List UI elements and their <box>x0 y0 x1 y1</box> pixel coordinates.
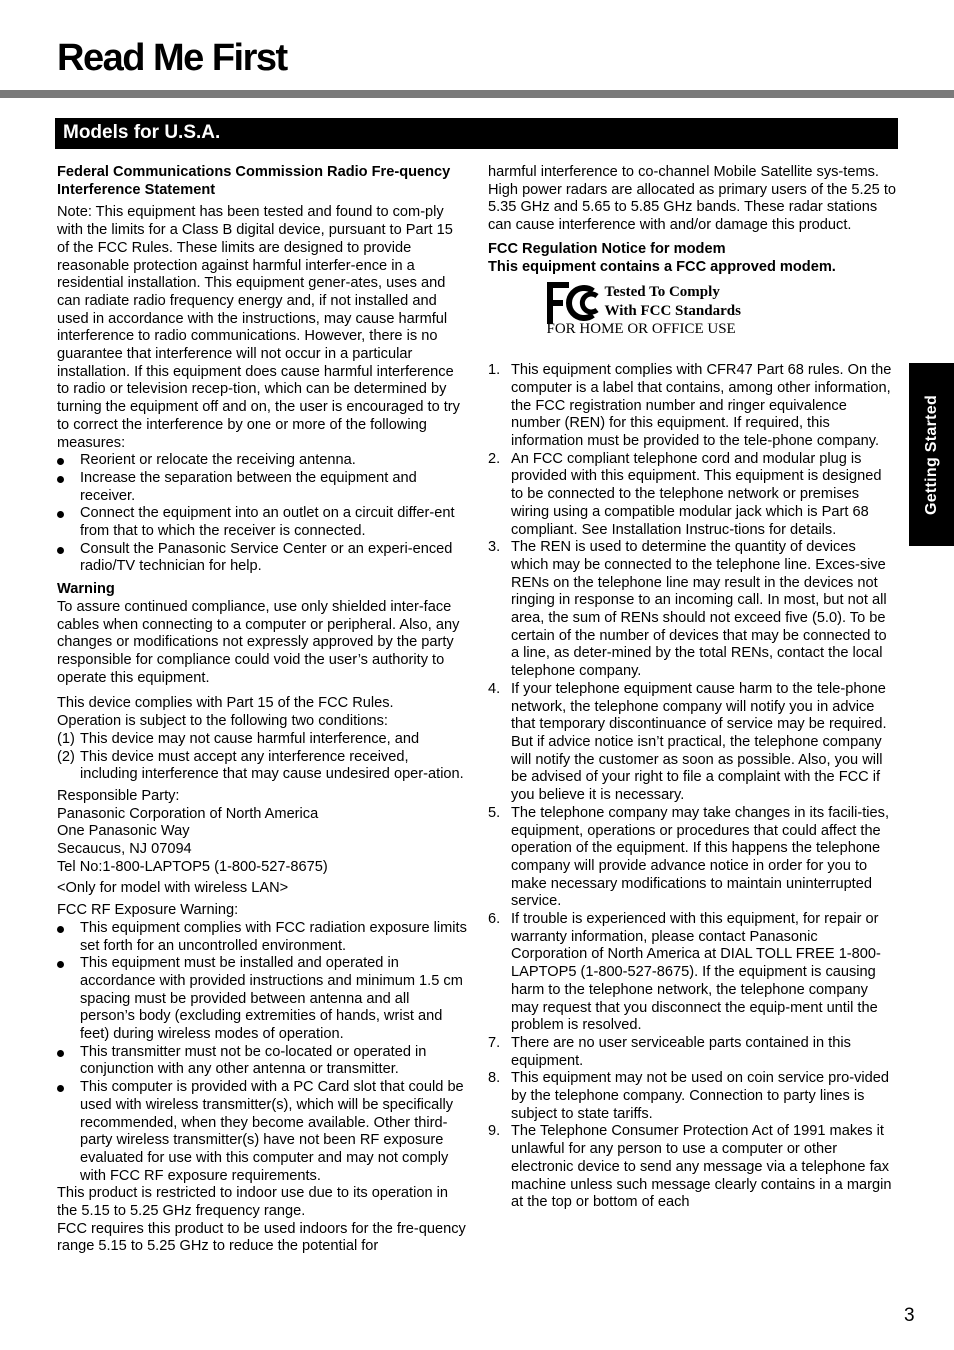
list-item: This equipment must be installed and operated in accordance with provided instructions and minimum 1.5 cm spacing must be provided between antenna and all person’s body (excluding extremities of hands, wrist and feet) during wireless modes of operation. <box>57 955 467 1044</box>
logo-line-3: FOR HOME OR OFFICE USE <box>546 321 736 338</box>
list-item: 6. If trouble is experienced with this equipment, for repair or warranty information, please contact Panasonic Corporation of North America at DIAL TOLL FREE 1-800-LAPTOP5 (1-800-527-8675). If the equipment is causing harm to the telephone network, the telephone company may request that you disconnect the equip-ment until the problem is resolved. <box>488 911 881 1034</box>
indoor-use-paragraph: This product is restricted to indoor use due to its operation in the 5.15 to 5.25 GHz frequency range. <box>57 1185 448 1220</box>
wireless-lan-note: <Only for model with wireless LAN> <box>57 880 289 897</box>
page-title: Read Me First <box>57 37 287 79</box>
responsible-party: Responsible Party: Panasonic Corporation of North America One Panasonic Way Secaucus, NJ 07094 Tel No:1-800-LAPTOP5 (1-800-527-8675) <box>57 787 328 875</box>
conditions-list <box>57 731 467 784</box>
fcc-indoor-requirement: FCC requires this product to be used indoors for the fre-quency range 5.15 to 5.25 GHz to reduce the potential for <box>57 1220 466 1255</box>
modem-heading: FCC Regulation Notice for modem <box>488 240 726 257</box>
bullet-icon <box>57 511 64 518</box>
list-item: Connect the equipment into an outlet on a circuit differ-ent from that to which the receiver is connected. <box>57 505 467 540</box>
fcc-statement-heading: Federal Communications Commission Radio Fre-quency Interference Statement <box>57 164 451 198</box>
list-item: Consult the Panasonic Service Center or an experi-enced radio/TV technician for help. <box>57 541 467 576</box>
fcc-logo-icon <box>547 282 605 324</box>
fcc-note-paragraph: Note: This equipment has been tested and found to com-ply with the limits for a Class B digital device, pursuant to Part 15 of the FCC Rules. These limits are designed to provide reasonable protection against harmful interfer-ence in a residential installation. This equipment gener-ates, uses and can radiate radio frequency energy and, if not installed and used in accordance with the instructions, may cause harmful interference to radio communications. However, there is no guarantee that interference will not occur in a particular installation. If this equipment does cause harmful interference to radio or television recep-tion, which can be determined by turning the equipment off and on, the user is encouraged to try to correct the interference by one or more of the following measures: <box>57 204 460 451</box>
bullet-icon <box>57 1085 64 1092</box>
rf-exposure-heading: FCC RF Exposure Warning: <box>57 902 239 919</box>
list-item: 2. An FCC compliant telephone cord and modular plug is provided with this equipment. This equipment is designed to be connected to the telephone network or premises wiring using a compatible modular jack which is Part 68 compliant. See Installation Instruc-tions for details. <box>488 450 882 538</box>
logo-line-2: With FCC Standards <box>604 303 741 320</box>
radar-paragraph: High power radars are allocated as primary users of the 5.25 to 5.35 GHz and 5.65 to 5.85 GHz bands. These radar stations can cause interference with and/or damage this product. <box>488 181 897 234</box>
rf-exposure-list <box>57 920 467 1186</box>
bullet-icon <box>57 961 64 968</box>
right-column <box>488 164 897 1212</box>
fcc-compliance-logo <box>547 282 787 342</box>
continued-text: harmful interference to co-channel Mobile Satellite sys-tems. <box>488 164 879 180</box>
list-item: (2) This device must accept any interference received, including interference that may cause undesired oper-ation. <box>57 748 464 783</box>
title-rule <box>0 90 954 98</box>
list-item: Reorient or relocate the receiving antenna. <box>57 452 467 470</box>
part15-line: This device complies with Part 15 of the FCC Rules. <box>57 695 394 712</box>
bullet-icon <box>57 1050 64 1057</box>
bullet-icon <box>57 476 64 483</box>
modem-subheading: This equipment contains a FCC approved modem. <box>488 258 836 275</box>
list-item: Increase the separation between the equipment and receiver. <box>57 470 467 505</box>
left-column <box>57 164 467 1256</box>
list-item: 8. This equipment may not be used on coin service pro-vided by the telephone company. Connection to party lines is subject to state tariffs. <box>488 1070 890 1122</box>
list-item: This equipment complies with FCC radiation exposure limits set forth for an uncontrolled environment. <box>57 920 467 955</box>
measures-list <box>57 452 467 576</box>
warning-heading: Warning <box>57 581 115 598</box>
section-title: Models for U.S.A. <box>55 118 898 149</box>
page-number: 3 <box>904 1305 915 1326</box>
bullet-icon <box>57 926 64 933</box>
list-item: This transmitter must not be co-located or operated in conjunction with any other antenna or transmitter. <box>57 1044 467 1079</box>
list-item: 7. There are no user serviceable parts contained in this equipment. <box>488 1034 851 1069</box>
list-item: This computer is provided with a PC Card slot that could be used with wireless transmitter(s), which will be specifically recommended, when they become available. Other third-party wireless transmitter(s) have not been RF exposure evaluated for use with this computer and may not comply with FCC RF exposure requirements. <box>57 1079 467 1185</box>
list-item: 1. This equipment complies with CFR47 Part 68 rules. On the computer is a label that contains, among other information, the FCC registration number and ringer equivalence number (REN) for this equipment. If required, this information must be provided to the tele-phone company. <box>488 362 892 450</box>
bullet-icon <box>57 458 64 465</box>
part15-conditions-intro: Operation is subject to the following two conditions: <box>57 713 388 730</box>
bullet-icon <box>57 547 64 554</box>
warning-paragraph: To assure continued compliance, use only shielded inter-face cables when connecting to a computer or peripheral. Also, any changes or modifications not expressly approved by the party responsible for compliance could void the user’s authority to operate this equipment. <box>57 598 460 686</box>
list-item: 5. The telephone company may take changes in its facili-ties, equipment, operations or procedures that could affect the operation of the equipment. If this happens the telephone company will provide advance notice in order for you to make necessary modifications to maintain uninterrupted service. <box>488 804 890 910</box>
list-item: 4. If your telephone equipment cause harm to the tele-phone network, the telephone company will notify you in advice that temporary discontinuance of service may be required. But if advice notice isn’t practical, the telephone company will notify the customer as soon as possible. Also, you will be advised of your right to file a complaint with the FCC if you believe it is necessary. <box>488 680 887 804</box>
list-item: (1) This device may not cause harmful interference, and <box>57 730 420 747</box>
side-tab-label: Getting Started <box>922 394 940 515</box>
logo-line-1: Tested To Comply <box>604 284 720 301</box>
list-item: 3. The REN is used to determine the quantity of devices which may be connected to the telephone line. Exces-sive RENs on the telephone line may result in the devices not ringing in response to an incoming call. In most, but not all area, the sum of RENs should not exceed five (5.0). To be certain of the number of devices that may be connected to a line, as deter-mined by the total RENs, contact the local telephone company. <box>488 539 887 680</box>
side-tab <box>909 363 954 546</box>
modem-notice-list <box>488 362 897 1212</box>
list-item: 9. The Telephone Consumer Protection Act of 1991 makes it unlawful for any person to use a computer or other electronic device to send any message via a telephone fax machine unless such message clearly contains in a margin at the top or bottom of each <box>488 1123 892 1211</box>
